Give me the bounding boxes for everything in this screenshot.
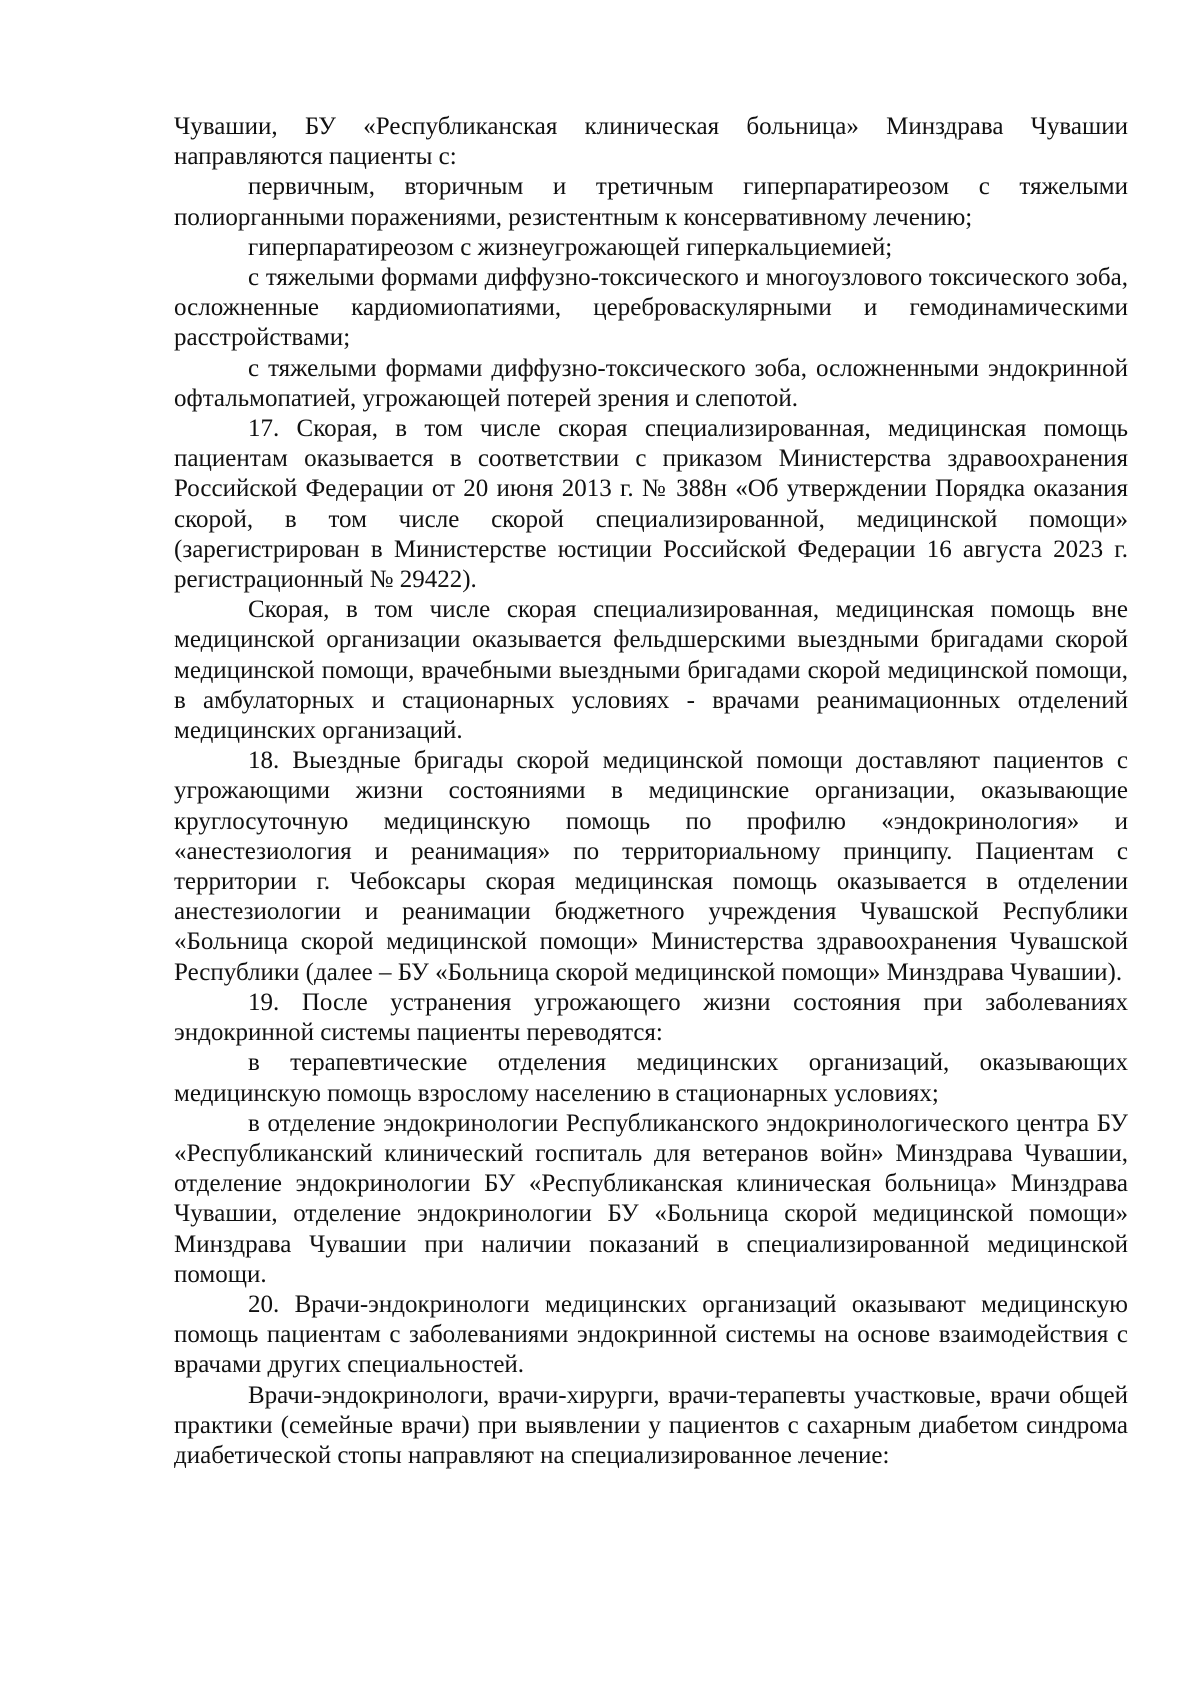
paragraph-19-endocrinology: в отделение эндокринологии Республиканского эндокринологического центра БУ «Республиканский клинический госпиталь для ветеранов войн» Минздрава Чувашии, отделение эндокринологии БУ «Республиканская клиническая больница» Минздрава Чувашии, отделение эндокринологии БУ «Больница скорой медицинской помощи» Минздрава Чувашии при наличии показаний в специализированной медицинской помощи. <box>174 1109 1128 1288</box>
paragraph-17-emergency-outside: Скорая, в том числе скорая специализированная, медицинская помощь вне медицинской организации оказывается фельдшерскими выездными бригадами скорой медицинской помощи, врачебными выездными бригадами скорой медицинской помощи, в амбулаторных и стационарных условиях - врачами реанимационных отделений медицинских организаций. <box>174 596 1128 745</box>
paragraph-20: 20. Врачи-эндокринологи медицинских организаций оказывают медицинскую помощь пациентам с заболеваниями эндокринной системы на основе взаимодействия с врачами других специальностей. <box>174 1290 1128 1379</box>
paragraph-20-diabetic-foot: Врачи-эндокринологи, врачи-хирурги, врачи-терапевты участковые, врачи общей практики (семейные врачи) при выявлении у пациентов с сахарным диабетом синдрома диабетической стопы направляют на специализированное лечение: <box>174 1381 1128 1469</box>
paragraph-18: 18. Выездные бригады скорой медицинской помощи доставляют пациентов с угрожающими жизни состояниями в медицинские организации, оказывающие круглосуточную медицинскую помощь по профилю «эндокринология» и «анестезиология и реанимация» по территориальному принципу. Пациентам с территории г. Чебоксары скорая медицинская помощь оказывается в отделении анестезиологии и реанимации бюджетного учреждения Чувашской Республики «Больница скорой медицинской помощи» Министерства здравоохранения Чувашской Республики (далее – БУ «Больница скорой медицинской помощи» Минздрава Чувашии). <box>174 747 1128 986</box>
paragraph-17: 17. Скорая, в том числе скорая специализированная, медицинская помощь пациентам оказывается в соответствии с приказом Министерства здравоохранения Российской Федерации от 20 июня 2013 г. № 388н «Об утверждении Порядка оказания скорой, в том числе скорой специализированной, медицинской помощи» (зарегистрирован в Министерстве юстиции Российской Федерации 16 августа 2023 г. регистрационный № 29422). <box>174 415 1128 594</box>
paragraph-19-therapeutic: в терапевтические отделения медицинских организаций, оказывающих медицинскую помощь взрослому населению в стационарных условиях; <box>174 1049 1128 1107</box>
paragraph-item-hypercalcemia: гиперпаратиреозом с жизнеугрожающей гиперкальциемией; <box>248 233 893 261</box>
paragraph-item-hyperparathyroidism-primary: первичным, вторичным и третичным гиперпаратиреозом с тяжелыми полиорганными поражениями, резистентным к консервативному лечению; <box>174 173 1128 231</box>
paragraph-item-goiter-ophthalmopathy: с тяжелыми формами диффузно-токсического зоба, осложненными эндокринной офтальмопатией, угрожающей потерей зрения и слепотой. <box>174 354 1128 412</box>
document-page <box>174 112 1128 1471</box>
paragraph-continuation: Чувашии, БУ «Республиканская клиническая больница» Минздрава Чувашии направляются пациенты с: <box>174 113 1128 171</box>
paragraph-item-goiter-cardiomyopathy: с тяжелыми формами диффузно-токсического и многоузлового токсического зоба, осложненные кардиомиопатиями, цереброваскулярными и гемодинамическими расстройствами; <box>174 264 1128 352</box>
paragraph-19: 19. После устранения угрожающего жизни состояния при заболеваниях эндокринной системы пациенты переводятся: <box>174 988 1128 1047</box>
